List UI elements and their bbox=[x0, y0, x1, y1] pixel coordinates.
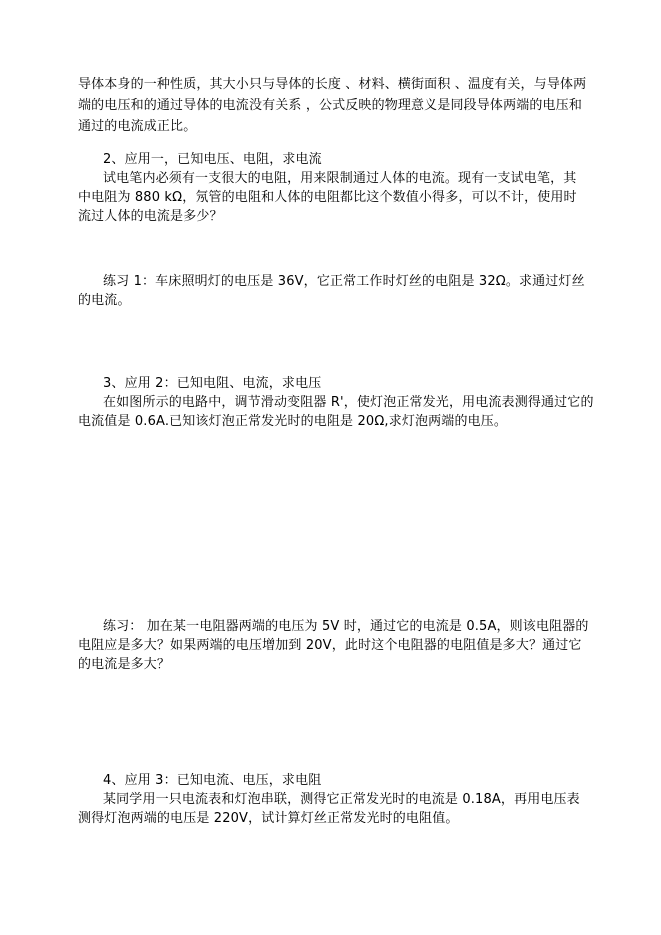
text-line: 端的电压和的通过导体的电流没有关系 ，公式反映的物理意义是同段导体两端的电压和 bbox=[78, 98, 582, 113]
text-line: 通过的电流成正比。 bbox=[78, 119, 197, 134]
text-line: 电流值是 0.6A.已知该灯泡正常发光时的电阻是 20Ω,求灯泡两端的电压。 bbox=[78, 414, 508, 429]
text-line: 中电阻为 880 kΩ，氖管的电阻和人体的电阻都比这个数值小得多，可以不计，使用时 bbox=[78, 190, 577, 205]
text-line: 电阻应是多大？如果两端的电压增加到 20V，此时这个电阻器的电阻值是多大？通过它 bbox=[78, 638, 582, 653]
text-line: 练习： 加在某一电阻器两端的电压为 5V 时，通过它的电流是 0.5A，则该电阻器的 bbox=[103, 619, 589, 634]
text-line: 在如图所示的电路中，调节滑动变阻器 R'，使灯泡正常发光，用电流表测得通过它的 bbox=[103, 395, 594, 410]
text-line: 练习 1：车床照明灯的电压是 36V，它正常工作时灯丝的电阻是 32Ω。求通过灯丝 bbox=[103, 274, 585, 289]
text-line: 的电流。 bbox=[78, 293, 131, 308]
text-line: 导体本身的一种性质，其大小只与导体的长度 、材料、横街面积 、温度有关，与导体两 bbox=[78, 77, 587, 92]
section-heading: 4、应用 3：已知电流、电压，求电阻 bbox=[103, 773, 322, 788]
section-heading: 3、应用 2：已知电阻、电流，求电压 bbox=[103, 376, 322, 391]
section-heading: 2、应用一，已知电压、电阻，求电流 bbox=[103, 152, 322, 167]
text-line: 某同学用一只电流表和灯泡串联，测得它正常发光时的电流是 0.18A，再用电压表 bbox=[103, 792, 580, 807]
text-line: 的电流是多大？ bbox=[78, 657, 171, 672]
text-line: 测得灯泡两端的电压是 220V，试计算灯丝正常发光时的电阻值。 bbox=[78, 811, 459, 826]
text-line: 试电笔内必须有一支很大的电阻，用来限制通过人体的电流。现有一支试电笔，其 bbox=[103, 171, 577, 186]
text-line: 流过人体的电流是多少？ bbox=[78, 209, 223, 224]
